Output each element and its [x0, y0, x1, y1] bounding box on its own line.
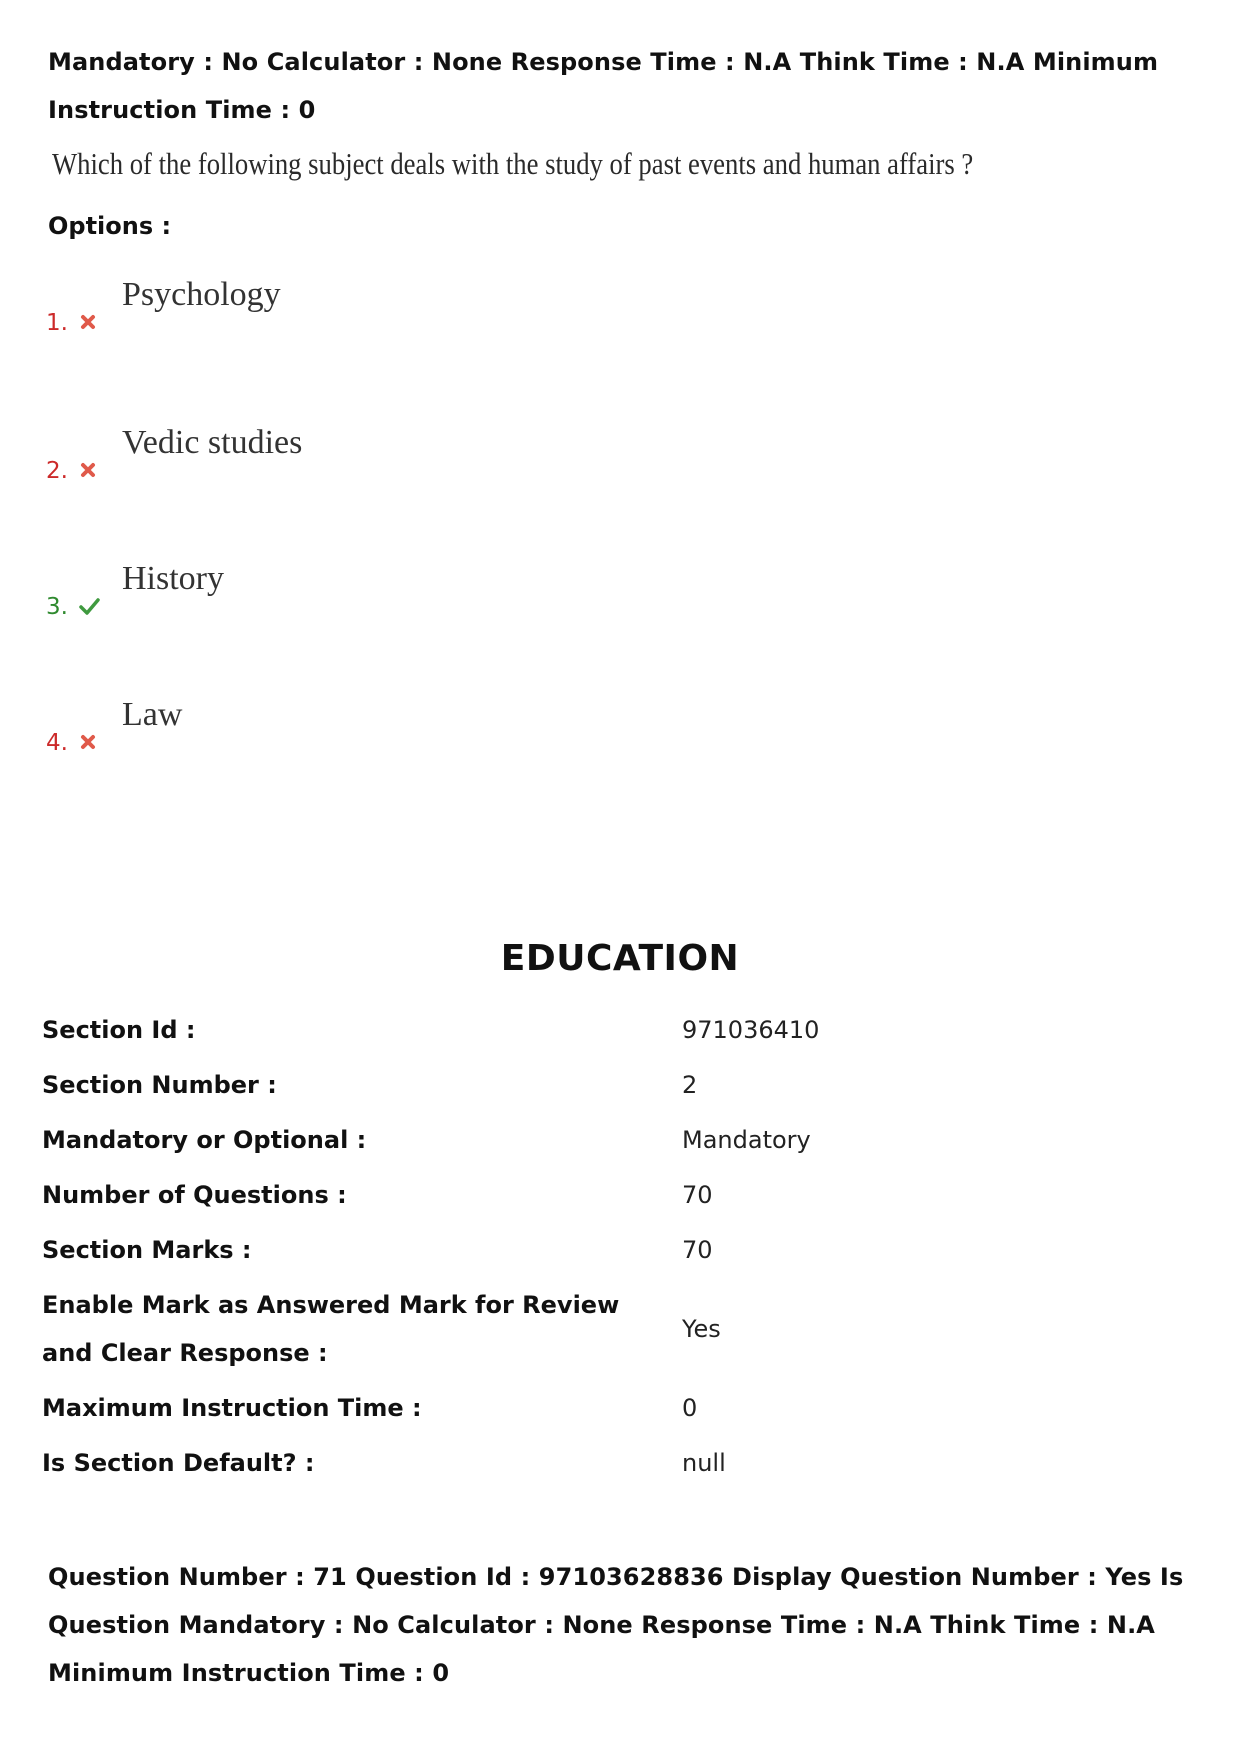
option-number: 3.	[46, 594, 68, 620]
detail-value: 70	[682, 1236, 713, 1264]
detail-row-section-marks	[42, 1226, 1192, 1274]
detail-value: 0	[682, 1394, 698, 1422]
next-question-meta: Question Number : 71 Question Id : 97103628836 Display Question Number : Yes Is Question Mandatory : No Calculator : None Response Time : N.A Think Time : N.A Minimum Instruction Time : 0	[48, 1563, 1184, 1687]
cross-icon	[78, 732, 98, 752]
detail-value: 971036410	[682, 1016, 820, 1044]
detail-value: null	[682, 1449, 726, 1477]
detail-label: Enable Mark as Answered Mark for Review and Clear Response :	[42, 1291, 620, 1367]
detail-label: Mandatory or Optional :	[42, 1126, 367, 1154]
detail-row-section-id	[42, 1006, 1192, 1054]
detail-label: Is Section Default? :	[42, 1449, 315, 1477]
detail-value: 2	[682, 1071, 698, 1099]
options-label: Options :	[48, 212, 172, 240]
option-item-4	[46, 696, 746, 756]
detail-label: Section Marks :	[42, 1236, 252, 1264]
detail-value: Yes	[682, 1315, 721, 1343]
detail-value: 70	[682, 1181, 713, 1209]
option-item-3	[46, 560, 746, 620]
cross-icon	[78, 312, 98, 332]
detail-value: Mandatory	[682, 1126, 811, 1154]
cross-icon	[78, 460, 98, 480]
option-text: Vedic studies	[122, 424, 303, 461]
detail-row-enable-mark-answered	[42, 1281, 1192, 1377]
detail-label: Number of Questions :	[42, 1181, 347, 1209]
detail-row-max-instruction-time	[42, 1384, 1192, 1432]
detail-label: Maximum Instruction Time :	[42, 1394, 422, 1422]
detail-label: Section Id :	[42, 1016, 196, 1044]
option-text: Law	[122, 696, 183, 733]
option-item-2	[46, 424, 746, 484]
option-number: 4.	[46, 730, 68, 756]
detail-row-number-of-questions	[42, 1171, 1192, 1219]
option-number: 2.	[46, 458, 68, 484]
question-text: Which of the following subject deals with the study of past events and human affairs ?	[52, 146, 974, 181]
question-meta-header: Mandatory : No Calculator : None Response Time : N.A Think Time : N.A Minimum Instruction Time : 0	[48, 48, 1159, 124]
check-icon	[76, 596, 102, 616]
detail-label: Section Number :	[42, 1071, 277, 1099]
option-text: Psychology	[122, 276, 281, 313]
option-item-1	[46, 276, 746, 336]
option-text: History	[122, 560, 224, 597]
detail-row-mandatory-optional	[42, 1116, 1192, 1164]
option-number: 1.	[46, 310, 68, 336]
detail-row-section-number	[42, 1061, 1192, 1109]
section-title: EDUCATION	[500, 938, 740, 979]
detail-row-is-section-default	[42, 1439, 1192, 1487]
